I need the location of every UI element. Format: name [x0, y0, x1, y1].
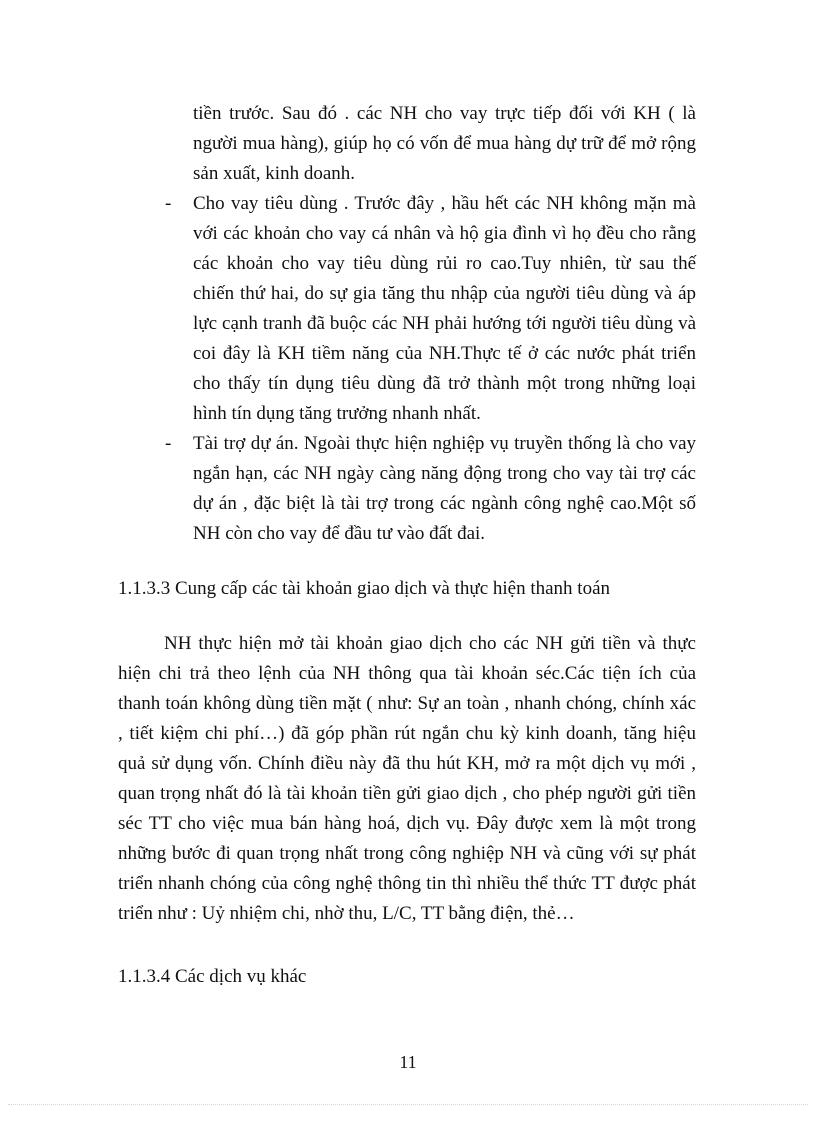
- page-number: 11: [399, 1052, 417, 1072]
- bullet-item-project-finance: [165, 429, 696, 549]
- bullet-text: Tài trợ dự án. Ngoài thực hiện nghiệp vụ truyền thống là cho vay ngắn hạn, các NH ngày càng năng động trong cho vay tài trợ các dự án , đặc biệt là tài trợ trong các ngành công nghệ cao.Một số NH còn cho vay để đầu tư vào đất đai.: [193, 433, 696, 544]
- continuation-paragraph: tiền trước. Sau đó . các NH cho vay trực tiếp đối với KH ( là người mua hàng), giúp họ có vốn để mua hàng dự trữ để mở rộng sản xuất, kinh doanh.: [193, 103, 696, 184]
- bullet-list: [165, 189, 696, 549]
- section-heading-1-1-3-3: 1.1.3.3 Cung cấp các tài khoản giao dịch và thực hiện thanh toán: [118, 578, 611, 599]
- bullet-marker: -: [165, 433, 172, 454]
- page-bottom-divider: [8, 1104, 808, 1105]
- section-paragraph: NH thực hiện mở tài khoản giao dịch cho các NH gửi tiền và thực hiện chi trả theo lệnh của NH thông qua tài khoản séc.Các tiện ích của thanh toán không dùng tiền mặt ( như: Sự an toàn , nhanh chóng, chính xác , tiết kiệm chi phí…) đã góp phần rút ngắn chu kỳ kinh doanh, tăng hiệu quả sử dụng vốn. Chính điều này đã thu hút KH, mở ra một dịch vụ mới , quan trọng nhất đó là tài khoản tiền gửi giao dịch , cho phép người gửi tiền séc TT cho việc mua bán hàng hoá, dịch vụ. Đây được xem là một trong những bước đi quan trọng nhất trong công nghiệp NH và cũng với sự phát triển nhanh chóng của công nghệ thông tin thì nhiều thể thức TT được phát triển như : Uỷ nhiệm chi, nhờ thu, L/C, TT bằng điện, thẻ…: [118, 633, 696, 924]
- bullet-item-consumer-loans: [165, 189, 696, 429]
- bullet-marker: -: [165, 193, 172, 214]
- bullet-text: Cho vay tiêu dùng . Trước đây , hầu hết các NH không mặn mà với các khoản cho vay cá nhân và hộ gia đình vì họ đều cho rằng các khoản cho vay tiêu dùng rủi ro cao.Tuy nhiên, từ sau thế chiến thứ hai, do sự gia tăng thu nhập của người tiêu dùng và áp lực cạnh tranh đã buộc các NH phải hướng tới người tiêu dùng và coi đây là KH tiềm năng của NH.Thực tế ở các nước phát triển cho thấy tín dụng tiêu dùng đã trở thành một trong những loại hình tín dụng tăng trưởng nhanh nhất.: [193, 193, 696, 424]
- section-heading-1-1-3-4: 1.1.3.4 Các dịch vụ khác: [118, 966, 307, 987]
